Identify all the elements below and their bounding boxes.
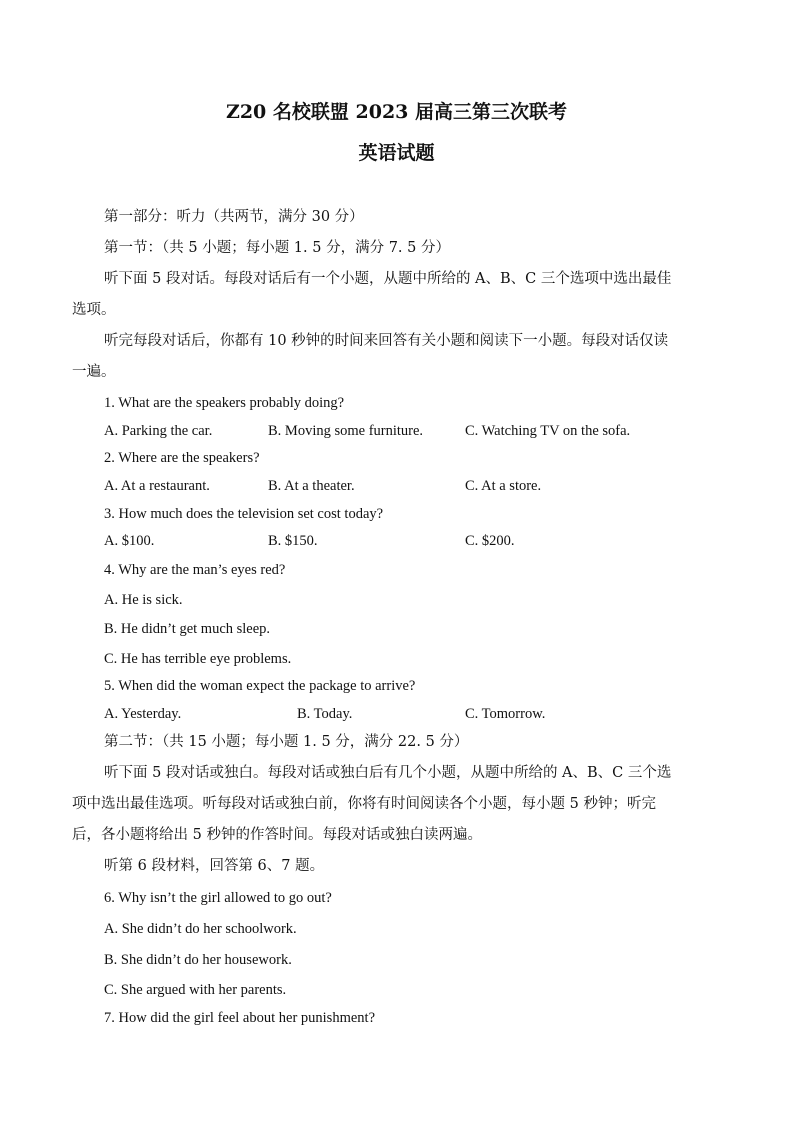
section2-instruction-c: 后，各小题将给出 5 秒钟的作答时间。每段对话或独白读两遍。 [72,827,482,843]
section2-heading: 第二节：（共 15 小题；每小题 1. 5 分，满分 22. 5 分） [104,734,469,750]
question-5-option-b: B. Today. [297,706,353,722]
question-4-option-c: C. He has terrible eye problems. [104,651,292,667]
question-6-option-c: C. She argued with her parents. [104,982,287,998]
section2-instruction-b: 项中选出最佳选项。听每段对话或独白前，你将有时间阅读各个小题，每小题 5 秒钟；听完 [72,796,656,812]
section1-instruction-2b: 一遍。 [72,364,116,380]
section1-instruction-1b: 选项。 [72,302,116,318]
question-1-option-a: A. Parking the car. [104,423,213,439]
section2-instruction-a: 听下面 5 段对话或独白。每段对话或独白后有几个小题，从题中所给的 A、B、C 三个选 [104,765,672,781]
question-4-option-a: A. He is sick. [104,592,183,608]
part1-heading: 第一部分：听力（共两节，满分 30 分） [104,209,364,225]
material-6-heading: 听第 6 段材料，回答第 6、7 题。 [104,858,325,874]
question-5: 5. When did the woman expect the package to arrive? [104,678,416,694]
question-6-option-b: B. She didn’t do her housework. [104,952,292,968]
question-5-option-c: C. Tomorrow. [465,706,546,722]
exam-subtitle: 英语试题 [358,142,435,164]
question-1-option-c: C. Watching TV on the sofa. [465,423,631,439]
question-1-option-b: B. Moving some furniture. [268,423,424,439]
question-2-option-a: A. At a restaurant. [104,478,210,494]
question-7: 7. How did the girl feel about her punishment? [104,1010,376,1026]
section1-heading: 第一节：（共 5 小题；每小题 1. 5 分，满分 7. 5 分） [104,240,450,256]
exam-title: Z20 名校联盟 2023 届高三第三次联考 [225,101,568,123]
question-2-option-b: B. At a theater. [268,478,355,494]
question-4: 4. Why are the man’s eyes red? [104,562,286,578]
question-2-option-c: C. At a store. [465,478,542,494]
question-4-option-b: B. He didn’t get much sleep. [104,621,271,637]
question-3-option-c: C. $200. [465,533,515,549]
question-3: 3. How much does the television set cost today? [104,506,384,522]
section1-instruction-1a: 听下面 5 段对话。每段对话后有一个小题，从题中所给的 A、B、C 三个选项中选出最佳 [104,271,672,287]
section1-instruction-2a: 听完每段对话后，你都有 10 秒钟的时间来回答有关小题和阅读下一小题。每段对话仅读 [104,333,669,349]
question-3-option-a: A. $100. [104,533,155,549]
question-5-option-a: A. Yesterday. [104,706,182,722]
question-2: 2. Where are the speakers? [104,450,260,466]
question-6-option-a: A. She didn’t do her schoolwork. [104,921,297,937]
question-6: 6. Why isn’t the girl allowed to go out? [104,890,332,906]
question-1: 1. What are the speakers probably doing? [104,395,345,411]
question-3-option-b: B. $150. [268,533,318,549]
